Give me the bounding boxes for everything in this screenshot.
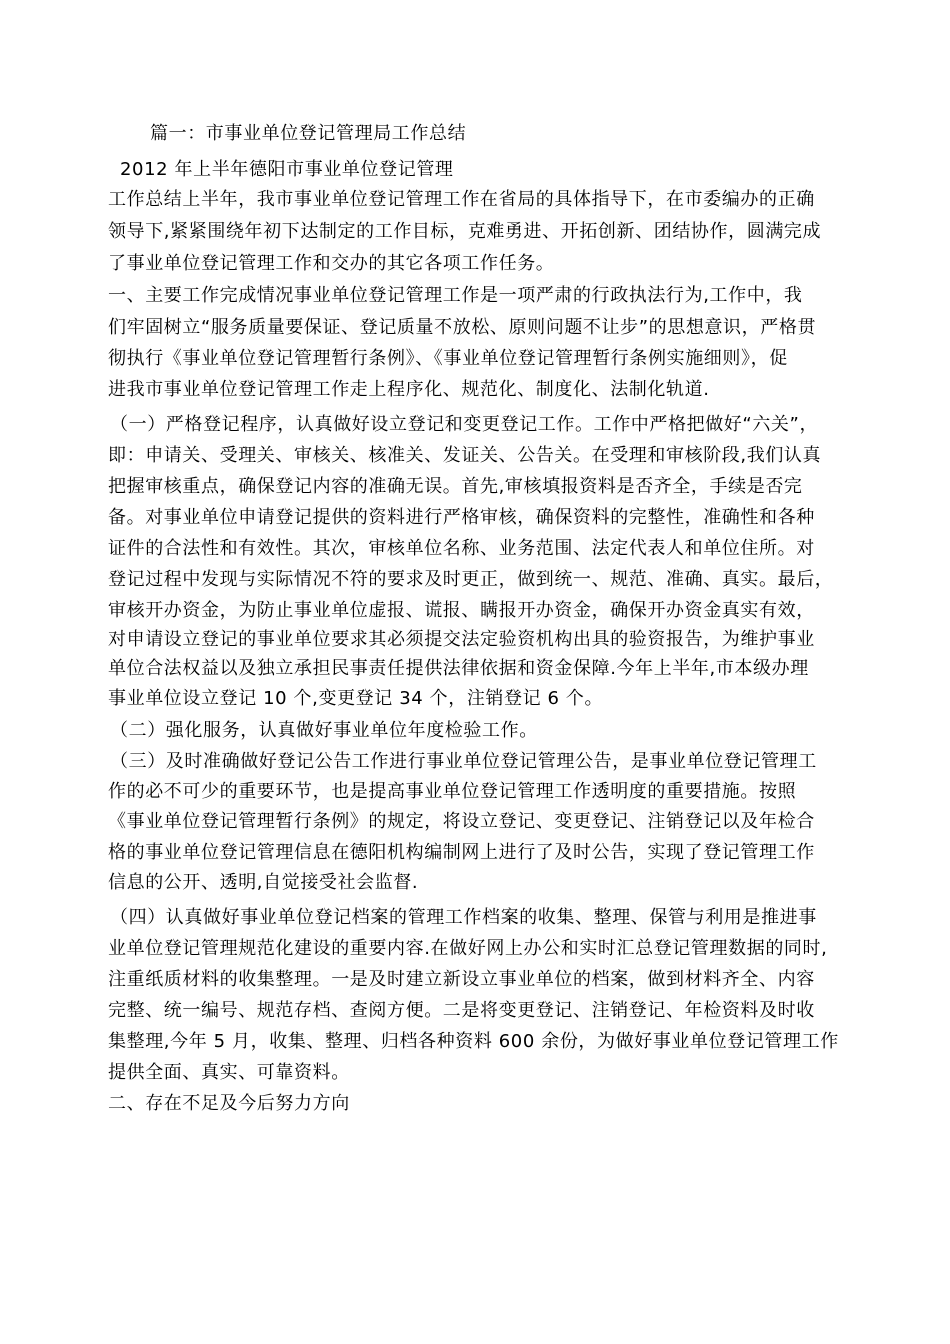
paragraph-line: 们牢固树立“服务质量要保证、登记质量不放松、原则问题不让步”的思想意识，严格贯 bbox=[108, 317, 817, 338]
paragraph-line: 信息的公开、透明,自觉接受社会监督. bbox=[108, 872, 419, 893]
paragraph-line: 登记过程中发现与实际情况不符的要求及时更正，做到统一、规范、准确、真实。最后， bbox=[108, 569, 834, 590]
paragraph-line: 把握审核重点，确保登记内容的准确无误。首先,审核填报资料是否齐全，手续是否完 bbox=[108, 476, 803, 497]
paragraph-line: （二）强化服务，认真做好事业单位年度检验工作。 bbox=[110, 720, 538, 741]
paragraph-line: （一）严格登记程序，认真做好设立登记和变更登记工作。工作中严格把做好“六关”， bbox=[110, 414, 819, 435]
section-heading-line: 二、存在不足及今后努力方向 bbox=[108, 1093, 350, 1114]
paragraph-line: 注重纸质材料的收集整理。一是及时建立新设立事业单位的档案，做到材料齐全、内容 bbox=[108, 969, 815, 990]
section-heading-line: 一、主要工作完成情况事业单位登记管理工作是一项严肃的行政执法行为,工作中，我 bbox=[108, 285, 803, 306]
paragraph-line: 提供全面、真实、可靠资料。 bbox=[108, 1062, 350, 1083]
paragraph-line: 《事业单位登记管理暂行条例》的规定，将设立登记、变更登记、注销登记以及年检合 bbox=[108, 811, 815, 832]
document-subtitle: 2012 年上半年德阳市事业单位登记管理 bbox=[120, 159, 454, 180]
paragraph-line: 即：申请关、受理关、审核关、核准关、发证关、公告关。在受理和审核阶段,我们认真 bbox=[108, 445, 822, 466]
paragraph-line: 彻执行《事业单位登记管理暂行条例》、《事业单位登记管理暂行条例实施细则》，促 bbox=[108, 348, 788, 369]
paragraph-line: 集整理,今年 5 月，收集、整理、归档各种资料 600 余份，为做好事业单位登记管理工作 bbox=[108, 1031, 839, 1052]
paragraph-line: 单位合法权益以及独立承担民事责任提供法律依据和资金保障.今年上半年,市本级办理 bbox=[108, 658, 809, 679]
paragraph-line: 进我市事业单位登记管理工作走上程序化、规范化、制度化、法制化轨道. bbox=[108, 379, 710, 400]
document-title: 篇一：市事业单位登记管理局工作总结 bbox=[150, 123, 467, 144]
paragraph-line: 领导下,紧紧围绕年初下达制定的工作目标，克难勇进、开拓创新、团结协作，圆满完成 bbox=[108, 221, 822, 242]
paragraph-line: 作的必不可少的重要环节，也是提高事业单位登记管理工作透明度的重要措施。按照 bbox=[108, 781, 797, 802]
paragraph-line: 备。对事业单位申请登记提供的资料进行严格审核，确保资料的完整性，准确性和各种 bbox=[108, 507, 815, 528]
paragraph-line: 业单位登记管理规范化建设的重要内容.在做好网上办公和实时汇总登记管理数据的同时, bbox=[108, 938, 828, 959]
paragraph-line: 事业单位设立登记 10 个,变更登记 34 个，注销登记 6 个。 bbox=[108, 688, 604, 709]
paragraph-line: 审核开办资金，为防止事业单位虚报、谎报、瞒报开办资金，确保开办资金真实有效， bbox=[108, 600, 815, 621]
paragraph-line: 工作总结上半年，我市事业单位登记管理工作在省局的具体指导下，在市委编办的正确 bbox=[108, 189, 815, 210]
paragraph-line: （三）及时准确做好登记公告工作进行事业单位登记管理公告，是事业单位登记管理工 bbox=[110, 751, 817, 772]
paragraph-line: 了事业单位登记管理工作和交办的其它各项工作任务。 bbox=[108, 253, 555, 274]
paragraph-line: 对申请设立登记的事业单位要求其必须提交法定验资机构出具的验资报告，为维护事业 bbox=[108, 629, 815, 650]
paragraph-line: 证件的合法性和有效性。其次，审核单位名称、业务范围、法定代表人和单位住所。对 bbox=[108, 538, 815, 559]
paragraph-line: 完整、统一编号、规范存档、查阅方便。二是将变更登记、注销登记、年检资料及时收 bbox=[108, 1000, 815, 1021]
paragraph-line: （四）认真做好事业单位登记档案的管理工作档案的收集、整理、保管与利用是推进事 bbox=[110, 907, 817, 928]
paragraph-line: 格的事业单位登记管理信息在德阳机构编制网上进行了及时公告，实现了登记管理工作 bbox=[108, 842, 815, 863]
